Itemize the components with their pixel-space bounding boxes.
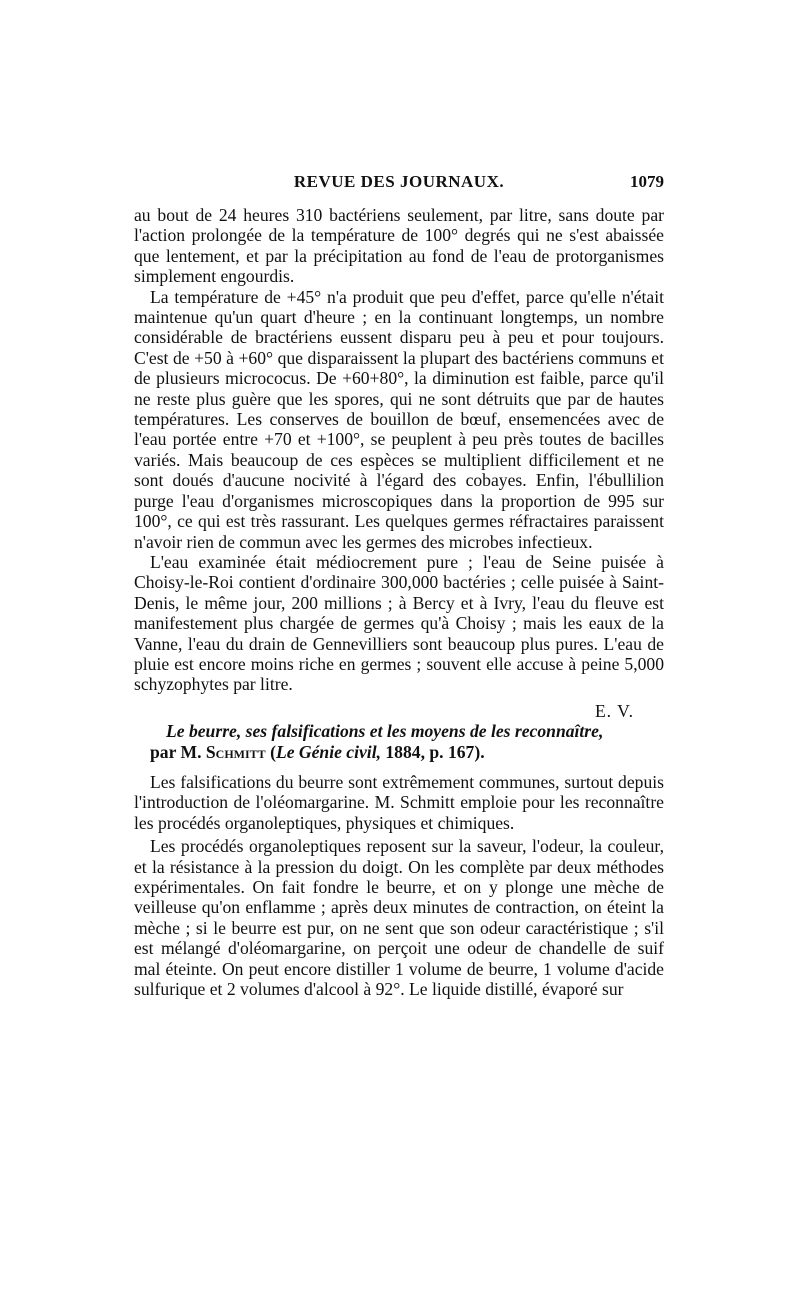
paragraph-water-sources: L'eau examinée était médiocrement pure ; l'eau de Seine puisée à Choisy-le-Roi contient d'ordinaire 300,000 bactéries ; celle puisée à Saint-Denis, le même jour, 200 millions ; à Bercy et à Ivry, l'eau du fleuve est manifestement plus chargée de germes qu'à Choisy ; mais les eaux de la Vanne, l'eau du drain de Gennevilliers sont beaucoup plus pures. L'eau de pluie est encore moins riche en germes ; souvent elle accuse à peine 5,000 schyzophytes par litre.: [134, 551, 664, 695]
page-number: 1079: [630, 172, 664, 191]
paragraph-organoleptic: Les procédés organoleptiques reposent sur la saveur, l'odeur, la couleur, et la résistance à la pression du doigt. On les complète par deux méthodes expérimentales. On fait fondre le beurre, et on y plonge une mèche de veilleuse qu'on enflamme ; après deux minutes de contraction, on éteint la mèche ; si le beurre est pur, on ne sent que son odeur caractéristique ; s'il est mélangé d'oléomargarine, on perçoit une odeur de chandelle de suif mal éteinte. On peut encore distiller 1 volume de beurre, 1 volume d'acide sulfurique et 2 volumes d'alcool à 92°. Le liquide distillé, évaporé sur: [134, 836, 664, 1000]
article-author: Schmitt: [205, 741, 266, 762]
paragraph-falsifications: Les falsifications du beurre sont extrêmement communes, surtout depuis l'introduction de l'oléomargarine. M. Schmitt emploie pour les reconnaître les procédés organoleptiques, physiques et chimiques.: [134, 771, 664, 833]
source-journal: Le Génie civil,: [275, 741, 381, 762]
byline-prefix: par M.: [150, 741, 202, 762]
page-body: [134, 205, 664, 999]
paragraph-continued: au bout de 24 heures 310 bactériens seulement, par litre, sans doute par l'action prolongée de la température de 100° degrés qui ne s'est abaissée que lentement, et par la précipitation au fond de l'eau de protorganismes simplement engourdis.: [134, 205, 664, 287]
article-title: Le beurre, ses falsifications et les moyens de les reconnaître,: [166, 721, 604, 742]
source-reference: 1884, p. 167).: [380, 741, 485, 762]
source-open: (: [270, 741, 276, 762]
paragraph-temperature: La température de +45° n'a produit que peu d'effet, parce qu'elle n'était maintenue qu'un quart d'heure ; en la continuant longtemps, un nombre considérable de bractériens eussent disparu peu à peu et pour toujours. C'est de +50 à +60° que disparaissent la plupart des bactériens communs et de plusieurs micrococus. De +60+80°, la diminution est faible, parce qu'il ne reste plus guère que les spores, qui ne sont détruits que par de hautes températures. Les conserves de bouillon de bœuf, ensemencées avec de l'eau portée entre +70 et +100°, se peuplent à peu près toutes de bacilles variés. Mais beaucoup de ces espèces se multiplient difficilement et ne sont doués d'aucune nocivité à l'égard des cobayes. Enfin, l'ébullilion purge l'eau d'organismes microscopiques dans la proportion de 995 sur 100°, ce qui est très rassurant. Les quelques germes réfractaires paraissent n'avoir rien de commun avec les germes des microbes infectieux.: [134, 286, 664, 552]
page-header: [134, 172, 664, 198]
author-signature: E. V.: [594, 700, 634, 721]
running-title: REVUE DES JOURNAUX.: [293, 172, 505, 191]
article-heading: [134, 721, 664, 762]
